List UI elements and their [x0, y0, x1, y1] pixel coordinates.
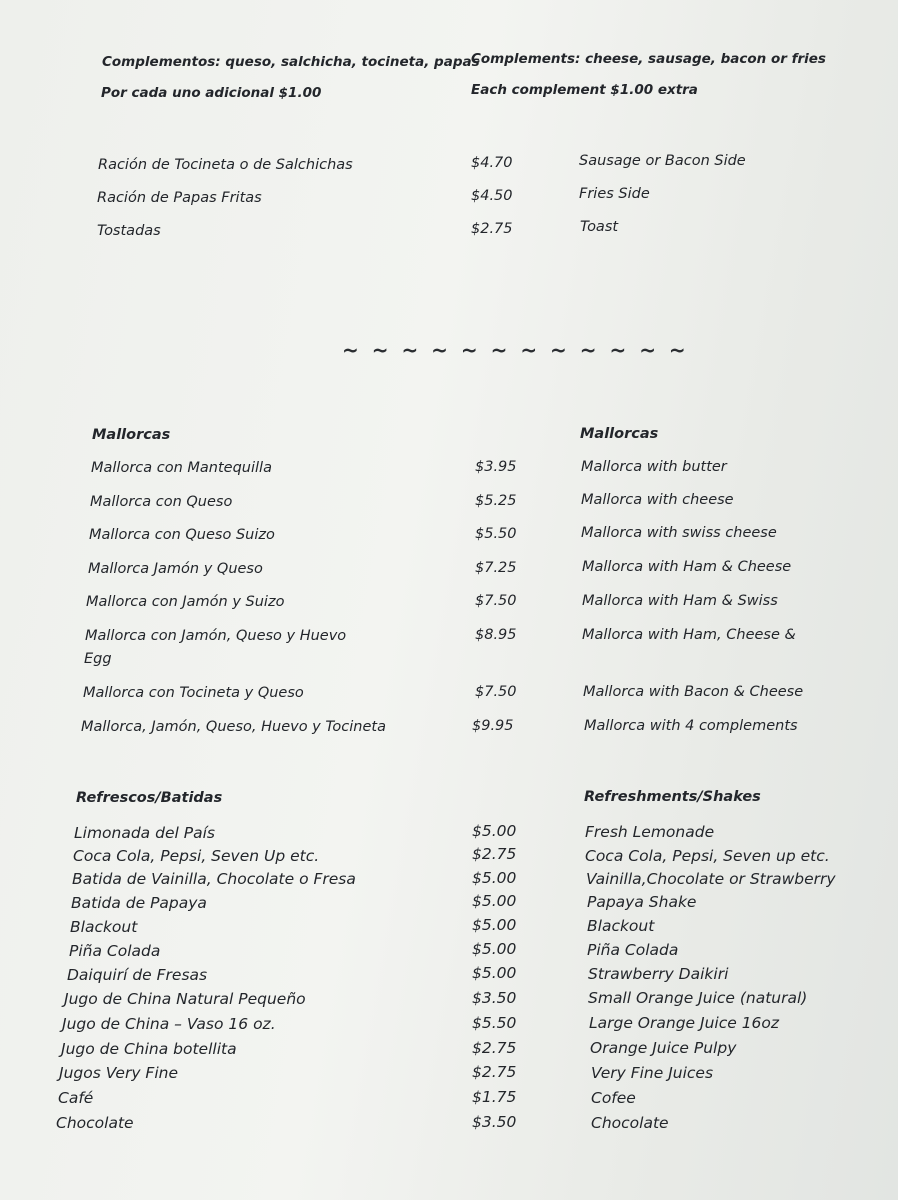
side-item-es: Ración de Tocineta o de Salchichas: [98, 157, 353, 173]
mallorca-item-price: $5.50: [475, 526, 517, 542]
drink-item-es: Jugo de China Natural Pequeño: [64, 990, 306, 1008]
drink-item-en: Strawberry Daikiri: [588, 965, 729, 983]
drink-item-price: $5.00: [472, 916, 517, 934]
section-divider: ~ ~ ~ ~ ~ ~ ~ ~ ~ ~ ~ ~: [342, 338, 689, 362]
drink-item-en: Blackout: [587, 917, 655, 935]
drink-item-price: $5.50: [472, 1014, 517, 1032]
mallorca-item-es: Mallorca Jamón y Queso: [88, 561, 263, 577]
mallorca-item-en: Mallorca with swiss cheese: [581, 525, 777, 541]
mallorca-item-en: Mallorca with cheese: [581, 492, 734, 508]
drink-item-en: Piña Colada: [587, 941, 679, 959]
mallorca-item-es: Mallorca con Queso: [90, 494, 233, 510]
side-item-price: $4.70: [471, 155, 513, 171]
drink-item-es: Blackout: [70, 918, 138, 936]
mallorca-item-es: Mallorca con Queso Suizo: [89, 527, 275, 543]
mallorca-item-price: $5.25: [475, 493, 517, 509]
complementos-es-line2: Por cada uno adicional $1.00: [101, 85, 322, 101]
mallorca-item-es: Mallorca con Tocineta y Queso: [83, 685, 304, 701]
side-item-price: $2.75: [471, 221, 513, 237]
side-item-en: Sausage or Bacon Side: [579, 153, 746, 169]
drink-item-es: Jugo de China botellita: [61, 1040, 237, 1058]
mallorca-item-es: Mallorca con Jamón, Queso y Huevo: [85, 628, 347, 644]
drink-item-es: Jugos Very Fine: [59, 1064, 179, 1082]
mallorcas-header-es: Mallorcas: [92, 427, 171, 443]
complements-en-line2: Each complement $1.00 extra: [471, 82, 698, 98]
complements-en-line1: Complements: cheese, sausage, bacon or fries: [471, 51, 826, 67]
mallorca-item-price: $9.95: [472, 718, 514, 734]
drink-item-price: $2.75: [472, 1063, 517, 1081]
drink-item-en: Chocolate: [591, 1114, 669, 1132]
drink-item-es: Café: [58, 1089, 94, 1107]
side-item-en: Toast: [580, 219, 619, 235]
mallorca-item-price: $7.25: [475, 560, 517, 576]
mallorca-item-es: Mallorca con Mantequilla: [91, 460, 272, 476]
drink-item-price: $2.75: [472, 1039, 517, 1057]
drink-item-price: $5.00: [472, 892, 517, 910]
mallorca-item-es: Mallorca, Jamón, Queso, Huevo y Tocineta: [81, 719, 386, 735]
drink-item-es: Daiquirí de Fresas: [67, 966, 208, 984]
mallorca-item-en: Mallorca with 4 complements: [584, 718, 798, 734]
complementos-es-line1: Complementos: queso, salchicha, tocineta, papas: [102, 54, 480, 70]
drink-item-en: Very Fine Juices: [591, 1064, 714, 1082]
drink-item-price: $5.00: [472, 822, 517, 840]
drink-item-en: Vainilla,Chocolate or Strawberry: [586, 870, 836, 888]
mallorca-item-en: Mallorca with Ham & Cheese: [582, 559, 792, 575]
drink-item-price: $5.00: [472, 869, 517, 887]
mallorca-item-price: $7.50: [475, 593, 517, 609]
mallorca-item-en: Mallorca with Bacon & Cheese: [583, 684, 804, 700]
drink-item-en: Orange Juice Pulpy: [590, 1039, 737, 1057]
side-item-es: Tostadas: [97, 223, 161, 239]
drink-item-en: Large Orange Juice 16oz: [589, 1014, 780, 1032]
mallorcas-header-en: Mallorcas: [580, 426, 659, 442]
drink-item-es: Piña Colada: [69, 942, 161, 960]
drink-item-price: $1.75: [472, 1088, 517, 1106]
mallorca-item-en: Mallorca with butter: [581, 459, 727, 475]
drink-item-price: $2.75: [472, 845, 517, 863]
mallorca-item-price: $8.95: [475, 627, 517, 643]
mallorca-item-en: Mallorca with Ham, Cheese &: [582, 627, 796, 643]
mallorca-item-price: $7.50: [475, 684, 517, 700]
drink-item-en: Small Orange Juice (natural): [588, 989, 808, 1007]
mallorca-item-es: Mallorca con Jamón y Suizo: [86, 594, 285, 610]
drink-item-en: Coca Cola, Pepsi, Seven up etc.: [585, 847, 830, 865]
side-item-es: Ración de Papas Fritas: [97, 190, 262, 206]
mallorca-item-es-continuation: Egg: [84, 651, 112, 667]
refrescos-header-en: Refreshments/Shakes: [584, 789, 761, 805]
drink-item-es: Chocolate: [56, 1114, 134, 1132]
drink-item-price: $3.50: [472, 989, 517, 1007]
drink-item-price: $5.00: [472, 964, 517, 982]
side-item-price: $4.50: [471, 188, 513, 204]
mallorca-item-price: $3.95: [475, 459, 517, 475]
drink-item-price: $3.50: [472, 1113, 517, 1131]
side-item-en: Fries Side: [579, 186, 650, 202]
refrescos-header-es: Refrescos/Batidas: [76, 790, 223, 806]
drink-item-es: Batida de Vainilla, Chocolate o Fresa: [72, 870, 356, 888]
mallorca-item-en: Mallorca with Ham & Swiss: [582, 593, 778, 609]
drink-item-price: $5.00: [472, 940, 517, 958]
drink-item-es: Coca Cola, Pepsi, Seven Up etc.: [73, 847, 320, 865]
drink-item-es: Jugo de China – Vaso 16 oz.: [62, 1015, 276, 1033]
drink-item-en: Fresh Lemonade: [585, 823, 715, 841]
drink-item-es: Limonada del País: [74, 824, 215, 842]
drink-item-es: Batida de Papaya: [71, 894, 207, 912]
drink-item-en: Cofee: [591, 1089, 636, 1107]
drink-item-en: Papaya Shake: [587, 893, 697, 911]
